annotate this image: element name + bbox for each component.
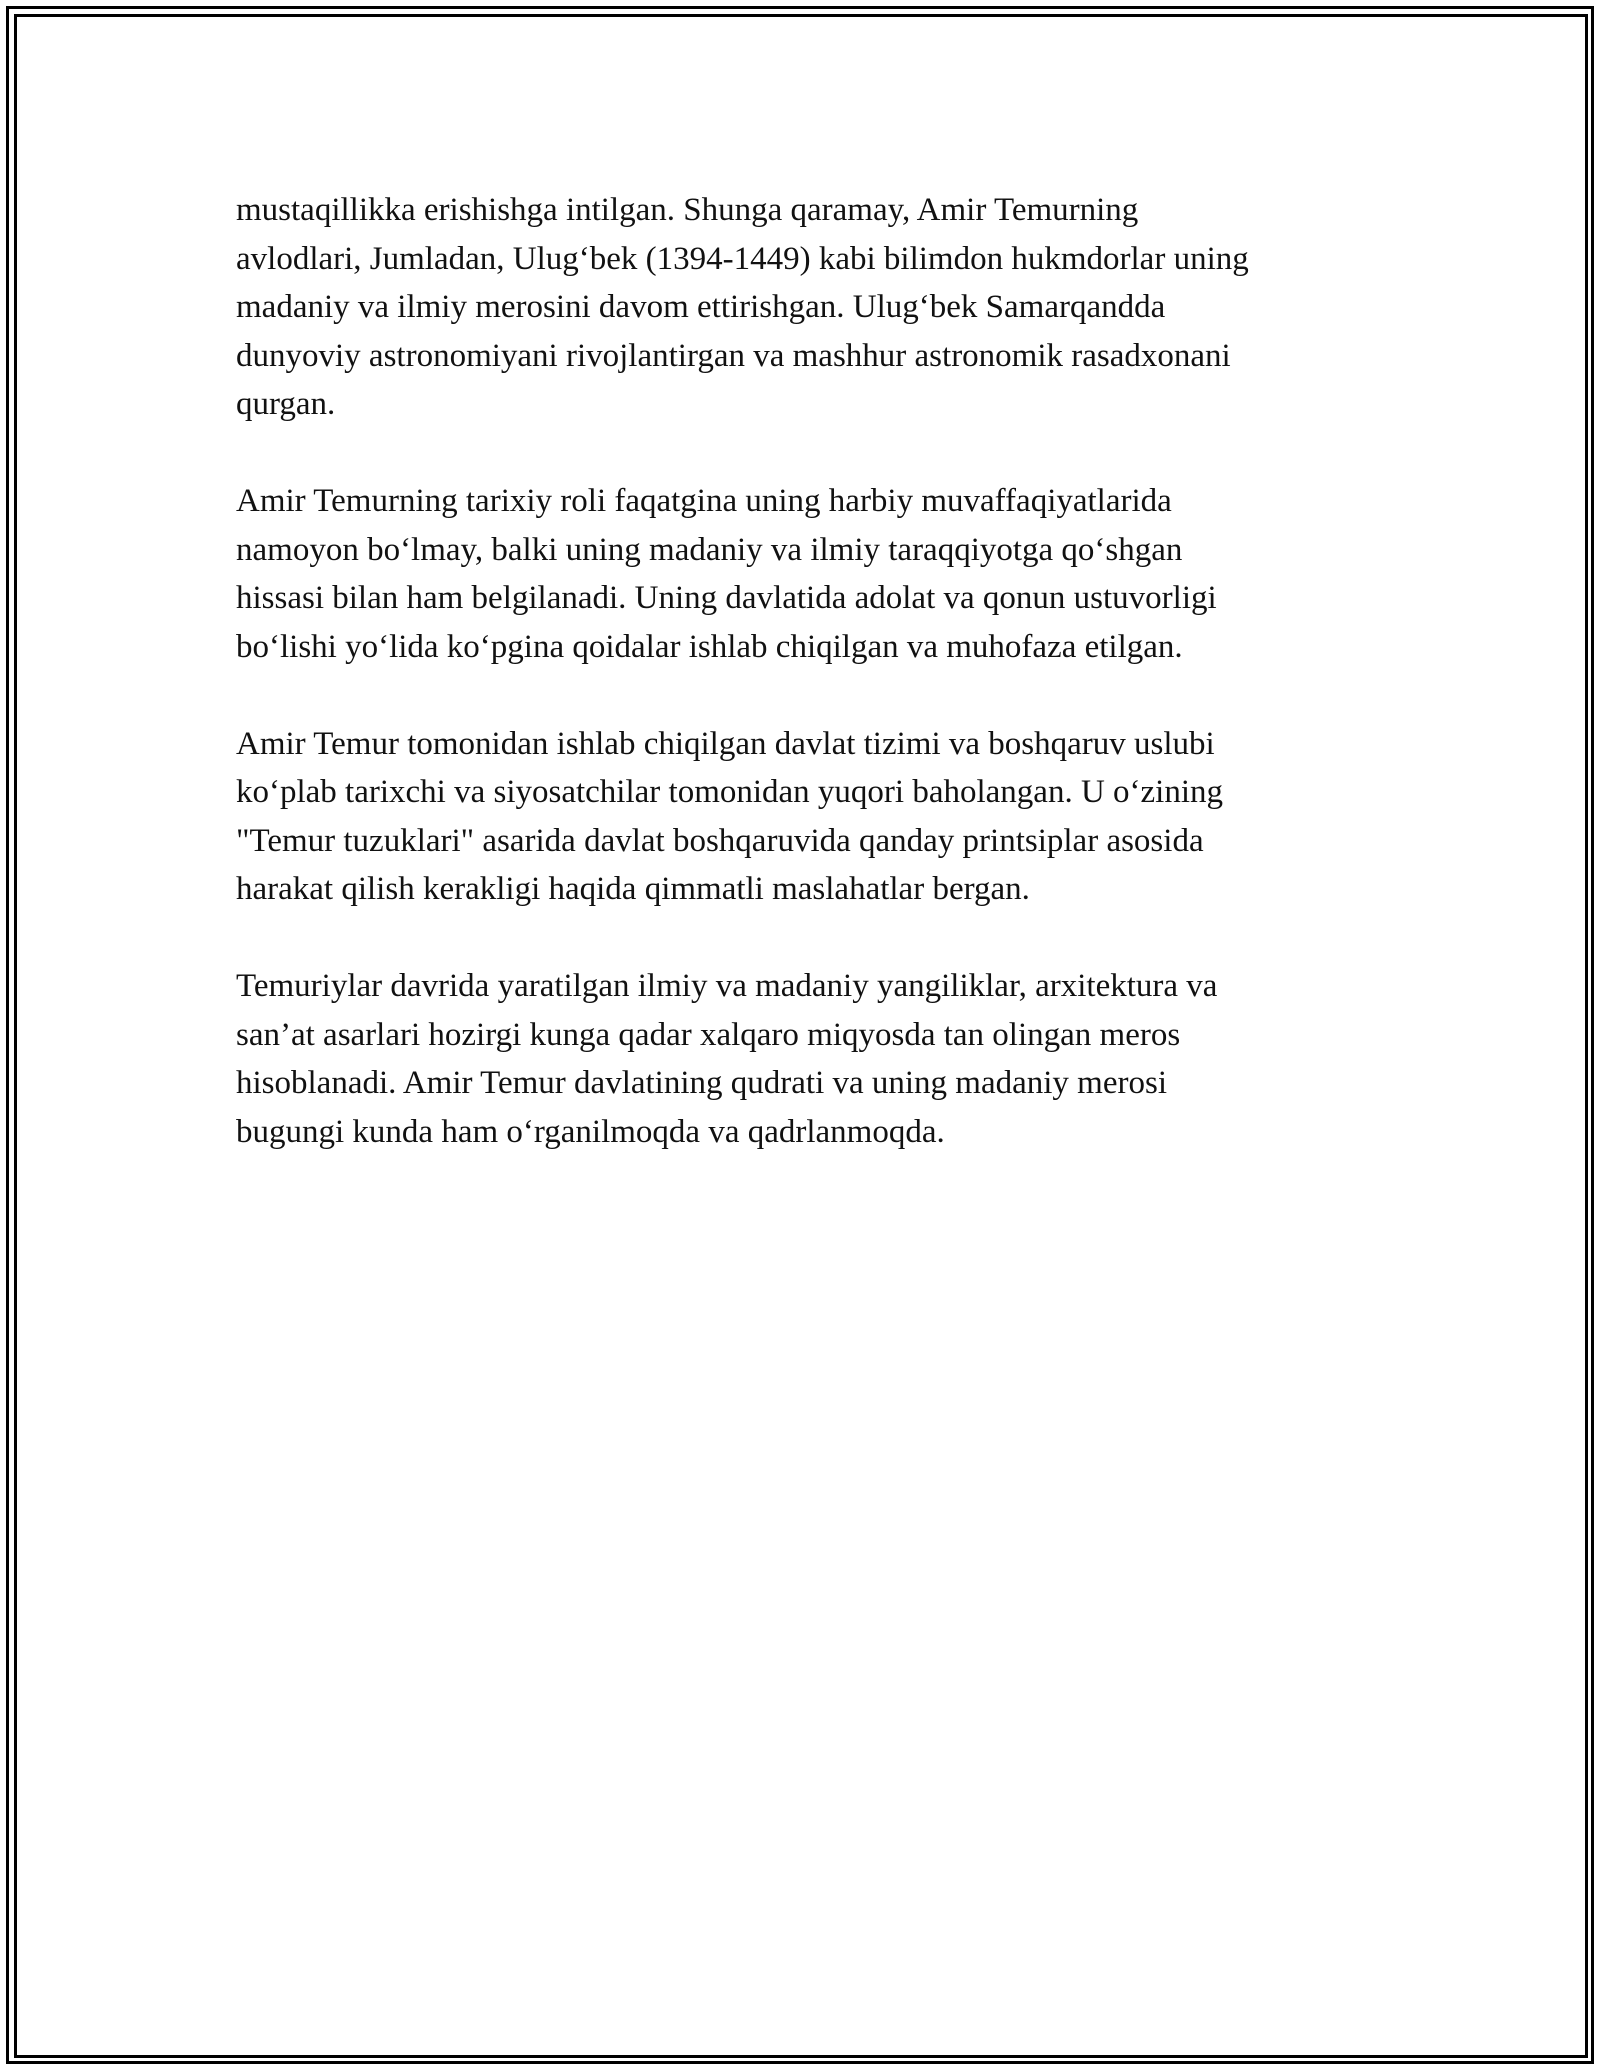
text-line: Amir Temur tomonidan ishlab chiqilgan davlat tizimi va boshqaruv uslubi [236, 725, 1215, 762]
text-line: Temuriylar davrida yaratilgan ilmiy va madaniy yangiliklar, arxitektura va [236, 968, 1218, 1004]
text-line: bugungi kunda ham o‘rganilmoqda va qadrlanmoqda. [236, 1113, 945, 1150]
text-line: qurgan. [236, 386, 336, 422]
document-body [236, 186, 1386, 1205]
text-line: hissasi bilan ham belgilanadi. Uning davlatida adolat va qonun ustuvorligi [236, 580, 1217, 616]
paragraph-3 [236, 720, 1386, 914]
text-line: namoyon bo‘lmay, balki uning madaniy va ilmiy taraqqiyotga qo‘shgan [236, 531, 1183, 568]
text-line: bo‘lishi yo‘lida ko‘pgina qoidalar ishlab chiqilgan va muhofaza etilgan. [236, 628, 1183, 665]
paragraph-1 [236, 186, 1386, 429]
text-line: san’at asarlari hozirgi kunga qadar xalqaro miqyosda tan olingan meros [236, 1016, 1181, 1053]
text-line: "Temur tuzuklari" asarida davlat boshqaruvida qanday printsiplar asosida [236, 822, 1204, 859]
text-line: dunyoviy astronomiyani rivojlantirgan va mashhur astronomik rasadxonani [236, 337, 1231, 374]
paragraph-2 [236, 477, 1386, 671]
paragraph-4 [236, 962, 1386, 1156]
text-line: avlodlari, Jumladan, Ulug‘bek (1394-1449) kabi bilimdon hukmdorlar uning [236, 240, 1249, 277]
text-line: Amir Temurning tarixiy roli faqatgina uning harbiy muvaffaqiyatlarida [236, 483, 1172, 519]
text-line: ko‘plab tarixchi va siyosatchilar tomonidan yuqori baholangan. U o‘zining [236, 774, 1224, 810]
text-line: harakat qilish kerakligi haqida qimmatli maslahatlar bergan. [236, 871, 1030, 907]
text-line: madaniy va ilmiy merosini davom ettirishgan. Ulug‘bek Samarqandda [236, 289, 1166, 325]
text-line: hisoblanadi. Amir Temur davlatining qudrati va uning madaniy merosi [236, 1065, 1167, 1101]
text-line: mustaqillikka erishishga intilgan. Shunga qaramay, Amir Temurning [236, 192, 1139, 228]
